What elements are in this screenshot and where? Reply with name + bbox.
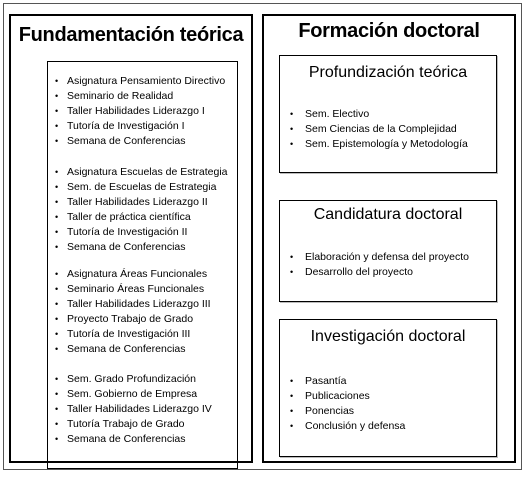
investigacion-title: Investigación doctoral	[310, 328, 466, 345]
list-item: • Ponencias	[280, 404, 496, 419]
list-item: • Proyecto Trabajo de Grado	[48, 312, 237, 327]
list-item: • Taller Habilidades Liderazgo IV	[48, 402, 237, 417]
course-group-1	[48, 74, 237, 149]
list-item: • Taller de práctica científica	[48, 210, 237, 225]
list-item: • Asignatura Áreas Funcionales	[48, 267, 237, 282]
list-item: • Sem. de Escuelas de Estrategia	[48, 180, 237, 195]
list-item: • Sem Ciencias de la Complejidad	[280, 122, 496, 137]
course-group-4	[48, 372, 237, 447]
list-item: • Sem. Epistemología y Metodología	[280, 137, 496, 152]
investigacion-box	[279, 319, 497, 457]
list-item: • Semana de Conferencias	[48, 240, 237, 255]
list-item: • Asignatura Pensamiento Directivo	[48, 74, 237, 89]
list-item: • Taller Habilidades Liderazgo II	[48, 195, 237, 210]
profundizacion-list	[280, 107, 496, 152]
fundamentacion-title: Fundamentación teórica	[18, 24, 244, 46]
list-item: • Sem. Grado Profundización	[48, 372, 237, 387]
list-item: • Tutoría Trabajo de Grado	[48, 417, 237, 432]
formacion-panel	[262, 14, 516, 463]
fundamentacion-panel	[9, 14, 253, 463]
profundizacion-title: Profundización teórica	[308, 64, 468, 81]
list-item: • Elaboración y defensa del proyecto	[280, 250, 496, 265]
list-item: • Sem. Gobierno de Empresa	[48, 387, 237, 402]
candidatura-title: Candidatura doctoral	[313, 206, 463, 223]
list-item: • Desarrollo del proyecto	[280, 265, 496, 280]
list-item: • Pasantía	[280, 374, 496, 389]
list-item: • Tutoría de Investigación III	[48, 327, 237, 342]
list-item: • Conclusión y defensa	[280, 419, 496, 434]
list-item: • Sem. Electivo	[280, 107, 496, 122]
course-group-2	[48, 165, 237, 255]
candidatura-list	[280, 250, 496, 280]
candidatura-box	[279, 200, 497, 302]
list-item: • Publicaciones	[280, 389, 496, 404]
investigacion-list	[280, 374, 496, 434]
list-item: • Asignatura Escuelas de Estrategia	[48, 165, 237, 180]
list-item: • Semana de Conferencias	[48, 342, 237, 357]
list-item: • Tutoría de Investigación I	[48, 119, 237, 134]
list-item: • Tutoría de Investigación II	[48, 225, 237, 240]
list-item: • Semana de Conferencias	[48, 432, 237, 447]
course-list-box	[47, 61, 238, 469]
list-item: • Seminario Áreas Funcionales	[48, 282, 237, 297]
list-item: • Seminario de Realidad	[48, 89, 237, 104]
list-item: • Taller Habilidades Liderazgo I	[48, 104, 237, 119]
list-item: • Taller Habilidades Liderazgo III	[48, 297, 237, 312]
list-item: • Semana de Conferencias	[48, 134, 237, 149]
profundizacion-box	[279, 55, 497, 173]
course-group-3	[48, 267, 237, 357]
formacion-title: Formación doctoral	[298, 20, 480, 42]
